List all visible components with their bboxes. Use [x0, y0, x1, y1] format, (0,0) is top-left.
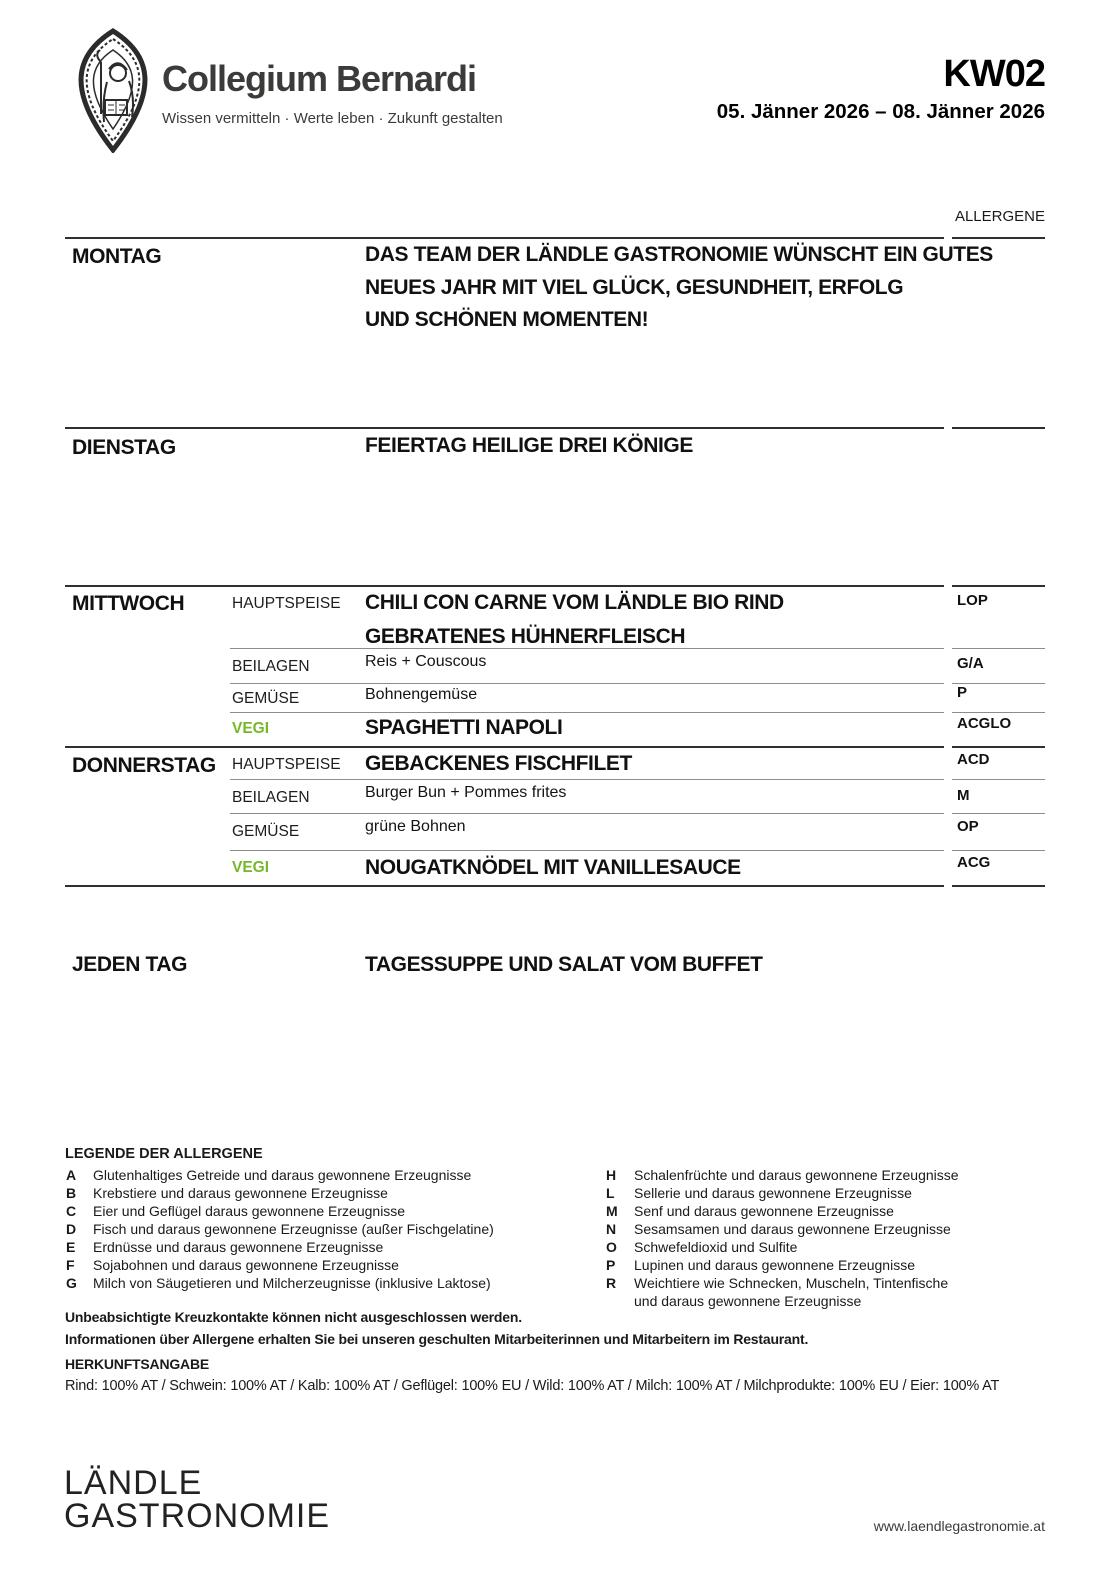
section-rule	[952, 427, 1045, 429]
legend-code: G	[66, 1275, 77, 1291]
montag-message-line3: UND SCHÖNEN MOMENTEN!	[365, 308, 649, 331]
footer-website-link[interactable]: www.laendlegastronomie.at	[873, 1518, 1045, 1534]
dish-name: SPAGHETTI NAPOLI	[365, 716, 563, 739]
course-label: BEILAGEN	[232, 658, 310, 675]
row-rule	[230, 648, 944, 649]
legend-code: O	[606, 1239, 617, 1255]
section-rule	[952, 885, 1045, 887]
section-rule	[65, 746, 944, 748]
vegi-label: VEGI	[232, 720, 270, 737]
legend-text: Lupinen und daraus gewonnene Erzeugnisse	[634, 1257, 915, 1273]
legend-code: B	[66, 1185, 77, 1201]
legend-code: E	[66, 1239, 76, 1255]
course-label: GEMÜSE	[232, 690, 300, 707]
section-rule	[65, 237, 944, 239]
allergen-codes: ACD	[957, 751, 990, 768]
dish-name: NOUGATKNÖDEL MIT VANILLESAUCE	[365, 856, 741, 879]
legend-text: und daraus gewonnene Erzeugnisse	[634, 1293, 862, 1309]
allergen-codes: ACG	[957, 854, 991, 871]
dish-name: GEBACKENES FISCHFILET	[365, 752, 632, 775]
legend-text: Sojabohnen und daraus gewonnene Erzeugnisse	[93, 1257, 399, 1273]
legend-code: H	[606, 1167, 617, 1183]
dish-name: Reis + Couscous	[365, 653, 487, 670]
dish-name: Bohnengemüse	[365, 686, 478, 703]
dish-name: GEBRATENES HÜHNERFLEISCH	[365, 625, 686, 648]
day-label-jeden-tag: JEDEN TAG	[72, 953, 188, 976]
row-rule	[230, 779, 944, 780]
collegium-bernardi-seal-logo	[63, 28, 163, 153]
logo-tagline: Wissen vermitteln · Werte leben · Zukunft gestalten	[162, 110, 503, 127]
course-label: HAUPTSPEISE	[232, 595, 341, 612]
row-rule	[952, 779, 1045, 780]
legend-code: D	[66, 1221, 77, 1237]
allergen-info-note: Informationen über Allergene erhalten Sie bei unseren geschulten Mitarbeiterinnen und Mitarbeitern im Restaurant.	[65, 1331, 809, 1347]
legend-code: A	[66, 1167, 77, 1183]
dish-name: CHILI CON CARNE VOM LÄNDLE BIO RIND	[365, 591, 784, 614]
legend-code: L	[606, 1185, 615, 1201]
section-rule	[952, 237, 1045, 239]
row-rule	[230, 813, 944, 814]
legend-text: Schalenfrüchte und daraus gewonnene Erzeugnisse	[634, 1167, 959, 1183]
section-rule	[65, 427, 944, 429]
montag-message-line2: NEUES JAHR MIT VIEL GLÜCK, GESUNDHEIT, ERFOLG	[365, 276, 904, 299]
dienstag-text: FEIERTAG HEILIGE DREI KÖNIGE	[365, 434, 693, 457]
footer-brand-line2: GASTRONOMIE	[64, 1497, 331, 1535]
row-rule	[230, 712, 944, 713]
section-rule	[952, 746, 1045, 748]
section-rule	[65, 885, 944, 887]
allergen-column-header: ALLERGENE	[954, 208, 1045, 225]
week-number: KW02	[943, 53, 1045, 95]
day-label-dienstag: DIENSTAG	[72, 436, 176, 459]
legend-text: Sesamsamen und daraus gewonnene Erzeugnisse	[634, 1221, 951, 1237]
row-rule	[952, 648, 1045, 649]
row-rule	[952, 850, 1045, 851]
section-rule	[952, 585, 1045, 587]
allergen-codes: M	[957, 787, 970, 804]
row-rule	[952, 813, 1045, 814]
legend-code: R	[606, 1275, 617, 1291]
day-label-mittwoch: MITTWOCH	[72, 592, 185, 615]
day-label-donnerstag: DONNERSTAG	[72, 754, 216, 777]
dish-name: Burger Bun + Pommes frites	[365, 784, 567, 801]
logo-title: Collegium Bernardi	[162, 58, 477, 99]
legend-code: N	[606, 1221, 617, 1237]
legend-text: Sellerie und daraus gewonnene Erzeugnisse	[634, 1185, 912, 1201]
legend-code: M	[606, 1203, 618, 1219]
allergen-codes: OP	[957, 818, 979, 835]
legend-title: LEGENDE DER ALLERGENE	[65, 1146, 263, 1162]
course-label: GEMÜSE	[232, 823, 300, 840]
allergen-codes: G/A	[957, 655, 984, 672]
row-rule	[952, 712, 1045, 713]
legend-text: Fisch und daraus gewonnene Erzeugnisse (außer Fischgelatine)	[93, 1221, 494, 1237]
legend-text: Krebstiere und daraus gewonnene Erzeugnisse	[93, 1185, 388, 1201]
cross-contact-note: Unbeabsichtigte Kreuzkontakte können nicht ausgeschlossen werden.	[65, 1309, 522, 1325]
legend-text: Erdnüsse und daraus gewonnene Erzeugnisse	[93, 1239, 384, 1255]
course-label: BEILAGEN	[232, 789, 310, 806]
dish-name: grüne Bohnen	[365, 818, 466, 835]
legend-text: Milch von Säugetieren und Milcherzeugnisse (inklusive Laktose)	[93, 1275, 491, 1291]
legend-text: Eier und Geflügel daraus gewonnene Erzeugnisse	[93, 1203, 406, 1219]
allergen-codes: ACGLO	[957, 715, 1012, 732]
vegi-label: VEGI	[232, 859, 270, 876]
legend-code: C	[66, 1203, 77, 1219]
legend-code: F	[66, 1257, 75, 1273]
footer-brand-line1: LÄNDLE	[64, 1464, 203, 1502]
section-rule	[65, 585, 944, 587]
legend-text: Senf und daraus gewonnene Erzeugnisse	[634, 1203, 894, 1219]
seal-icon	[63, 28, 163, 153]
row-rule	[230, 683, 944, 684]
row-rule	[230, 850, 944, 851]
course-label: HAUPTSPEISE	[232, 756, 341, 773]
legend-text: Glutenhaltiges Getreide und daraus gewonnene Erzeugnisse	[93, 1167, 472, 1183]
origin-title: HERKUNFTSANGABE	[65, 1356, 210, 1372]
legend-text: Weichtiere wie Schnecken, Muscheln, Tintenfische	[634, 1275, 949, 1291]
allergen-codes: LOP	[957, 592, 988, 609]
montag-message-line1: DAS TEAM DER LÄNDLE GASTRONOMIE WÜNSCHT EIN GUTES	[365, 243, 993, 266]
legend-text: Schwefeldioxid und Sulfite	[634, 1239, 798, 1255]
jeden-tag-text: TAGESSUPPE UND SALAT VOM BUFFET	[365, 953, 763, 976]
origin-text: Rind: 100% AT / Schwein: 100% AT / Kalb: 100% AT / Geflügel: 100% EU / Wild: 100% AT / Milch: 100% AT / Milchprodukte: 100% EU / Eier: 100% AT	[65, 1378, 1000, 1394]
allergen-codes: P	[957, 684, 968, 701]
date-range: 05. Jänner 2026 – 08. Jänner 2026	[716, 100, 1045, 123]
day-label-montag: MONTAG	[72, 245, 162, 268]
legend-code: P	[606, 1257, 616, 1273]
